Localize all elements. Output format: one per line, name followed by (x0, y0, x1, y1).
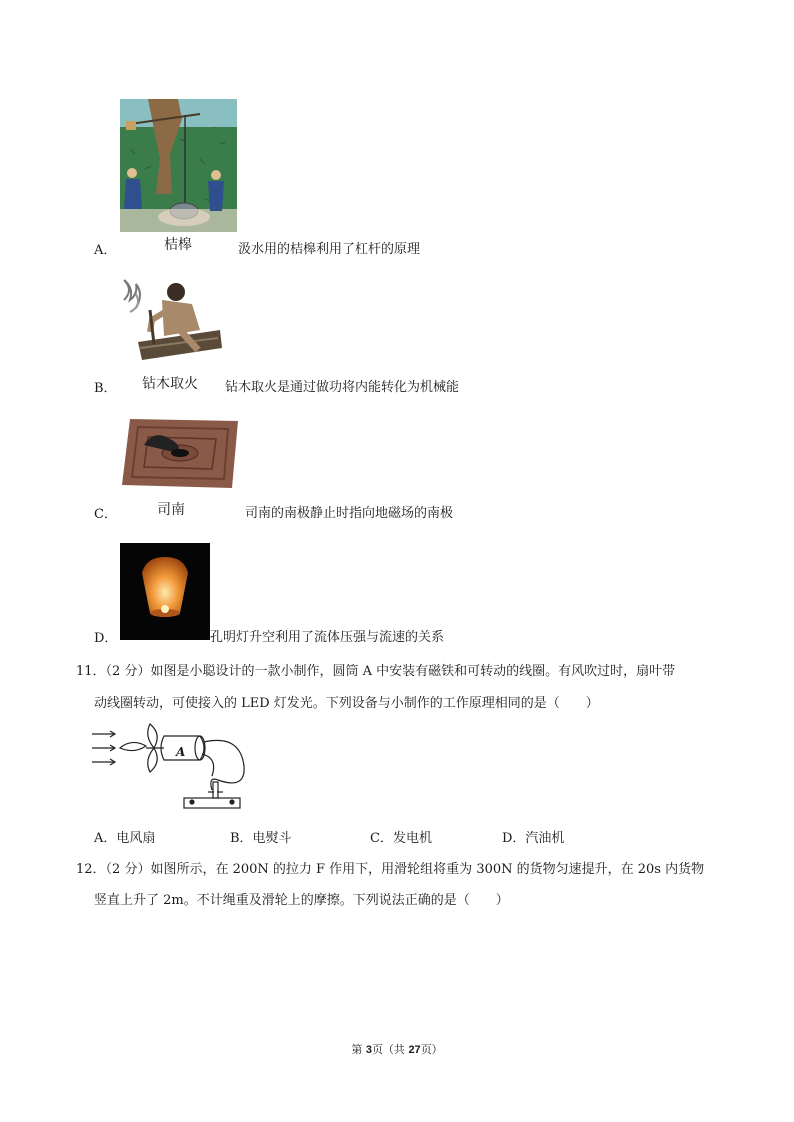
footer-total-pages: 27 (408, 1044, 421, 1056)
footer-prefix: 第 (351, 1043, 366, 1056)
question-11-line-1: 11．（2 分）如图是小聪设计的一款小制作，圆筒 A 中安装有磁铁和可转动的线圈。有风吹过时，扇叶带 (76, 664, 676, 679)
question-11-line-2: 动线圈转动，可使接入的 LED 灯发光。下列设备与小制作的工作原理相同的是（ ） (94, 696, 599, 711)
option-d-letter: D． (94, 631, 118, 646)
footer-page-number: 3 (365, 1044, 372, 1056)
cylinder-a-label: A (176, 745, 186, 759)
q11-choice-d: D．汽油机 (502, 831, 565, 846)
option-b-image (120, 270, 223, 362)
question-11-figure (90, 720, 250, 816)
option-c-image (120, 415, 241, 490)
option-a-letter: A． (94, 243, 117, 258)
q11-choice-b: B．电熨斗 (230, 831, 292, 846)
option-d-text: 孔明灯升空利用了流体压强与流速的关系 (210, 630, 445, 645)
q11-choice-a: A．电风扇 (94, 831, 156, 846)
option-b-text: 钻木取火是通过做功将内能转化为机械能 (225, 380, 460, 395)
page-footer (0, 1041, 794, 1057)
question-12-line-1: 12．（2 分）如图所示，在 200N 的拉力 F 作用下，用滑轮组将重为 300N 的货物匀速提升，在 20s 内货物 (76, 862, 705, 877)
q11-choice-c: C．发电机 (370, 831, 432, 846)
option-a-image (120, 99, 237, 232)
option-b-caption: 钻木取火 (142, 376, 198, 392)
option-c-caption: 司南 (157, 502, 185, 518)
option-a-caption: 桔槔 (164, 237, 192, 253)
question-12-line-2: 竖直上升了 2m。不计绳重及滑轮上的摩擦。下列说法正确的是（ ） (94, 893, 509, 908)
option-d-image (120, 543, 210, 640)
option-c-letter: C． (94, 507, 117, 522)
option-a-text: 汲水用的桔槔利用了杠杆的原理 (238, 242, 421, 257)
option-b-letter: B． (94, 381, 117, 396)
footer-mid: 页（共 (371, 1043, 409, 1056)
option-c-text: 司南的南极静止时指向地磁场的南极 (245, 506, 454, 521)
footer-suffix: 页） (420, 1043, 443, 1056)
